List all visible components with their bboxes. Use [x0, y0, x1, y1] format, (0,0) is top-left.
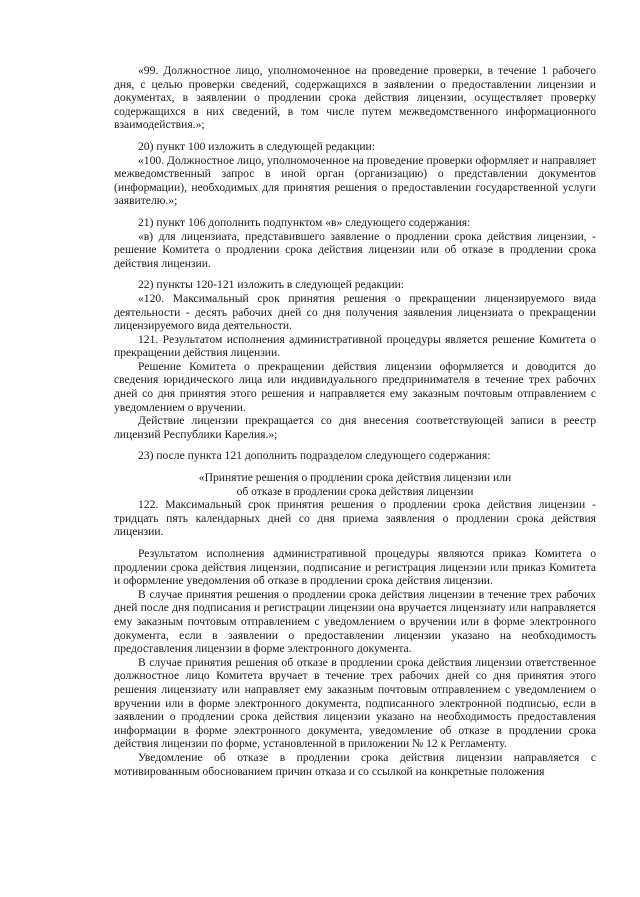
paragraph-extension-refused: В случае принятия решения об отказе в продлении срока действия лицензии ответственное должностное лицо Комитета вручает в течение трех рабочих дней со дня принятия этого решения лицензиату или направляет ему заказным почтовым отправлением с уведомлением о вручении или в форме электронного документа, подписанного электронной подписью, если в заявлении о продлении срока действия лицензии указано на необходимость предоставления информации в форме электронного документа, уведомление об отказе в продлении срока действия лицензии по форме, установленной в приложении № 12 к Регламенту.: [114, 655, 596, 751]
paragraph-item-23: 23) после пункта 121 дополнить подразделом следующего содержания:: [138, 449, 491, 463]
paragraph-termination-effect: Действие лицензии прекращается со дня внесения соответствующей записи в реестр лицензий Республики Карелия.»;: [114, 414, 596, 441]
subsection-heading-line-2: об отказе в продлении срока действия лицензии: [236, 484, 474, 498]
paragraph-item-22: 22) пункты 120-121 изложить в следующей редакции:: [138, 278, 405, 292]
paragraph-121: 121. Результатом исполнения административной процедуры является решение Комитета о прекращении действия лицензии.: [114, 332, 596, 360]
subsection-heading-line-1: «Принятие решения о продлении срока действия лицензии или: [198, 471, 512, 485]
paragraph-99: «99. Должностное лицо, уполномоченное на проведение проверки, в течение 1 рабочего дня, с целью проверки сведений, содержащихся в заявлении о предоставлении лицензии и документах, в заявлении о продлении срока действия лицензии, осуществляет проверку содержащихся в них сведений, в том числе путем межведомственного информационного взаимодействия.»;: [114, 64, 596, 132]
paragraph-item-21: 21) пункт 106 дополнить подпунктом «в» следующего содержания:: [138, 215, 471, 229]
paragraph-subitem-v: «в) для лицензиата, представившего заявление о продлении срока действия лицензии, - решение Комитета о продлении срока действия лицензии или об отказе в продлении срока действия лицензии.: [114, 229, 596, 270]
document-body: [114, 64, 596, 778]
paragraph-termination-decision: Решение Комитета о прекращении действия лицензии оформляется и доводится до сведения юридического лица или индивидуального предпринимателя в течение трех рабочих дней со дня принятия этого решения и направляется ему заказным почтовым отправлением с уведомлением о вручении.: [114, 359, 596, 414]
paragraph-100: «100. Должностное лицо, уполномоченное на проведение проверки оформляет и направляет межведомственный запрос в иной орган (организацию) о представлении документов (информации), необходимых для принятия решения о предоставлении государственной услуги заявителю.»;: [114, 153, 596, 208]
paragraph-120: «120. Максимальный срок принятия решения о прекращении лицензируемого вида деятельности - десять рабочих дней со дня получения заявления лицензиата о прекращении лицензируемого вида деятельности.: [114, 291, 596, 333]
paragraph-refusal-notice: Уведомление об отказе в продлении срока действия лицензии направляется с мотивированным обоснованием причин отказа и со ссылкой на конкретные положения: [114, 750, 596, 778]
paragraph-item-20: 20) пункт 100 изложить в следующей редакции:: [138, 139, 375, 153]
paragraph-extension-granted: В случае принятия решения о продлении срока действия лицензии в течение трех рабочих дней после дня подписания и регистрации лицензии она вручается лицензиату или направляется ему заказным почтовым отправлением с уведомлением о вручении или в форме электронного документа, если в заявлении о предоставлении лицензии указано на необходимость предоставления лицензии в форме электронного документа.: [114, 587, 596, 656]
paragraph-122: 122. Максимальный срок принятия решения о продлении срока действия лицензии - тридцать пять календарных дней со дня приема заявления о продлении срока действия лицензии.: [114, 498, 596, 539]
paragraph-procedure-result: Результатом исполнения административной процедуры являются приказ Комитета о продлении срока действия лицензии, подписание и регистрация лицензии или приказ Комитета и оформление уведомления об отказе в продлении срока действия лицензии.: [114, 547, 596, 588]
